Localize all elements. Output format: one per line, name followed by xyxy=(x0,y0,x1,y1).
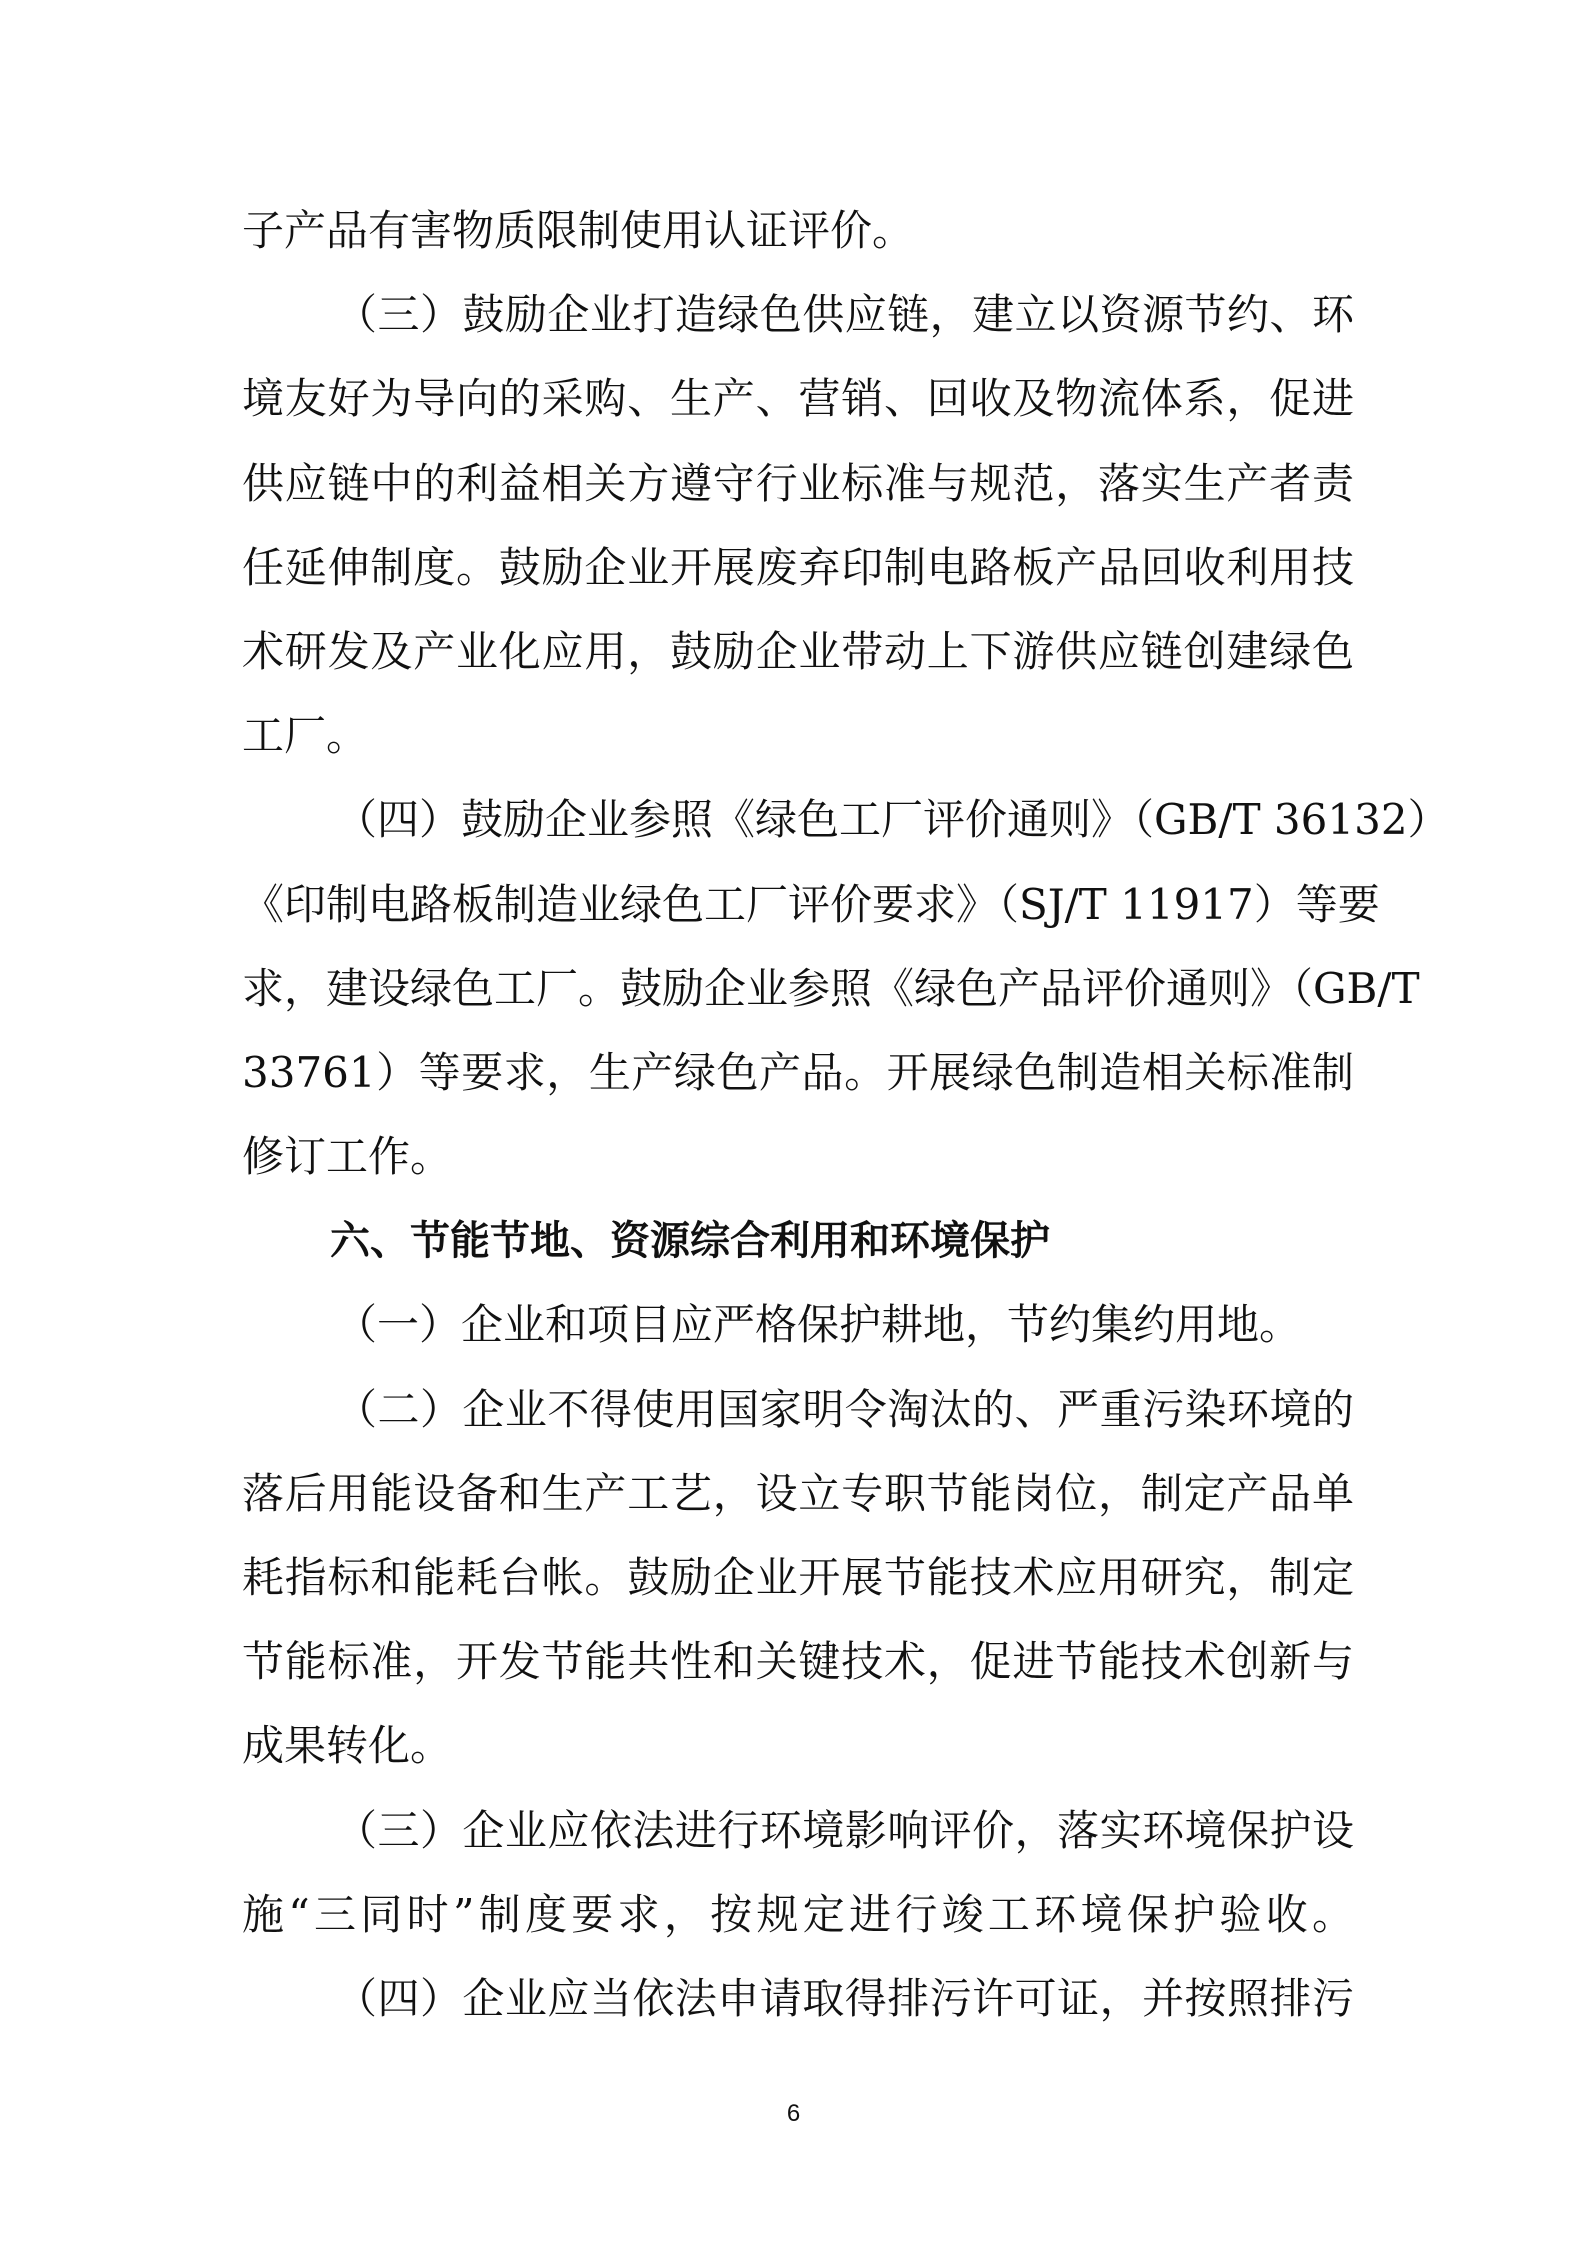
text-line: 工厂。 xyxy=(242,711,369,761)
text-line: 任延伸制度。鼓励企业开展废弃印制电路板产品回收利用技 xyxy=(242,542,1354,592)
text-line: （四）企业应当依法申请取得排污许可证，并按照排污 xyxy=(335,1973,1354,2023)
text-line: （一）企业和项目应严格保护耕地，节约集约用地。 xyxy=(335,1300,1302,1350)
text-line: （三）鼓励企业打造绿色供应链，建立以资源节约、环 xyxy=(335,290,1354,340)
page-number: 6 xyxy=(786,2100,801,2127)
text-line: （二）企业不得使用国家明令淘汰的、严重污染环境的 xyxy=(335,1384,1354,1434)
document-body xyxy=(242,189,1450,2041)
text-line: 落后用能设备和生产工艺，设立专职节能岗位，制定产品单 xyxy=(242,1468,1354,1518)
text-line: 33761）等要求，生产绿色产品。开展绿色制造相关标准制 xyxy=(242,1047,1354,1097)
text-line: 求，建设绿色工厂。鼓励企业参照《绿色产品评价通则》（GB/T xyxy=(242,963,1420,1013)
section-heading: 六、节能节地、资源综合利用和环境保护 xyxy=(330,1218,1050,1265)
text-line: 施“三同时”制度要求，按规定进行竣工环境保护验收。 xyxy=(242,1889,1354,1939)
text-line: 节能标准，开发节能共性和关键技术，促进节能技术创新与 xyxy=(242,1637,1354,1687)
text-line: （四）鼓励企业参照《绿色工厂评价通则》（GB/T 36132） xyxy=(335,795,1450,845)
text-line: 子产品有害物质限制使用认证评价。 xyxy=(242,206,915,255)
text-line: 《印制电路板制造业绿色工厂评价要求》（SJ/T 11917）等要 xyxy=(242,879,1380,929)
text-line: 修订工作。 xyxy=(242,1132,453,1182)
text-line: 耗指标和能耗台帐。鼓励企业开展节能技术应用研究，制定 xyxy=(242,1553,1354,1602)
text-line: 供应链中的利益相关方遵守行业标准与规范，落实生产者责 xyxy=(242,458,1354,508)
text-line: 成果转化。 xyxy=(242,1721,453,1771)
text-line: （三）企业应依法进行环境影响评价，落实环境保护设 xyxy=(335,1805,1354,1855)
text-line: 境友好为导向的采购、生产、营销、回收及物流体系，促进 xyxy=(242,374,1354,424)
text-line: 术研发及产业化应用，鼓励企业带动上下游供应链创建绿色 xyxy=(242,626,1354,676)
